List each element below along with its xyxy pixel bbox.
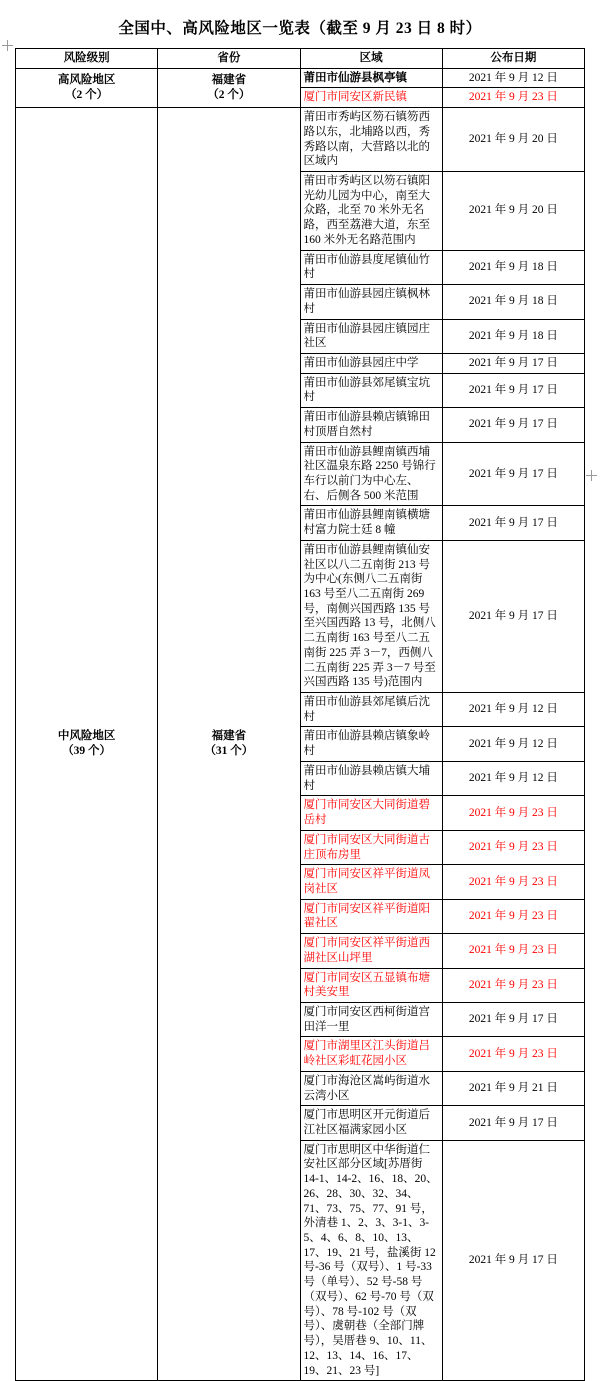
province-count: （2 个） — [207, 88, 251, 101]
page-title: 全国中、高风险地区一览表（截至 9 月 23 日 8 时） — [118, 20, 482, 37]
area-cell: 厦门市同安区祥平街道西湖社区山坪里 — [300, 934, 442, 968]
area-cell: 莆田市仙游县园庄镇园庄社区 — [300, 319, 442, 353]
date-cell: 2021 年 9 月 17 日 — [442, 1140, 584, 1381]
area-cell: 莆田市仙游县赖店镇象岭村 — [300, 727, 442, 761]
column-header-date: 公布日期 — [442, 49, 584, 69]
risk-area-table — [15, 48, 585, 1381]
table-row — [16, 68, 585, 88]
risk-level-cell-medium — [16, 108, 158, 1381]
table-row — [16, 108, 585, 172]
column-header-area: 区域 — [300, 49, 442, 69]
date-cell: 2021 年 9 月 17 日 — [442, 442, 584, 506]
area-cell: 莆田市仙游县郊尾镇后沈村 — [300, 693, 442, 727]
crosshair-icon — [2, 40, 13, 51]
date-cell: 2021 年 9 月 17 日 — [442, 353, 584, 373]
area-cell: 厦门市同安区祥平街道凤岗社区 — [300, 865, 442, 899]
date-cell: 2021 年 9 月 23 日 — [442, 1037, 584, 1071]
risk-level-count: （39 个） — [62, 745, 112, 758]
area-cell: 厦门市同安区五显镇布塘村美安里 — [300, 968, 442, 1002]
area-cell: 莆田市仙游县郊尾镇宝坑村 — [300, 373, 442, 407]
date-cell: 2021 年 9 月 18 日 — [442, 285, 584, 319]
area-cell: 厦门市思明区开元街道后江社区福满家园小区 — [300, 1106, 442, 1140]
date-cell: 2021 年 9 月 12 日 — [442, 693, 584, 727]
area-cell: 莆田市仙游县鲤南镇横塘村富力院士廷 8 幢 — [300, 506, 442, 540]
area-cell: 莆田市秀屿区以笏石镇阳光幼儿园为中心，南至大众路，北至 70 米外无名路，西至荔港大道，东至 160 米外无名路范围内 — [300, 172, 442, 251]
province-label: 福建省 — [211, 730, 247, 743]
date-cell: 2021 年 9 月 17 日 — [442, 540, 584, 692]
area-cell: 莆田市仙游县枫亭镇 — [300, 68, 442, 88]
province-cell-high — [158, 68, 300, 107]
area-cell: 莆田市仙游县赖店镇大埔村 — [300, 761, 442, 795]
date-cell: 2021 年 9 月 12 日 — [442, 68, 584, 88]
risk-level-cell-high — [16, 68, 158, 107]
table-header-row — [16, 49, 585, 69]
area-cell: 厦门市同安区大同街道碧岳村 — [300, 796, 442, 830]
column-header-level: 风险级别 — [16, 49, 158, 69]
area-cell: 莆田市仙游县园庄镇枫林村 — [300, 285, 442, 319]
crop-marker-left — [2, 40, 14, 52]
risk-level-count: （2 个） — [65, 88, 109, 101]
area-cell: 厦门市思明区中华街道仁安社区部分区域[苏厝街 14-1、14-2、16、18、20、26、28、30、32、34、71、73、75、77、91 号，外清巷 1、2、3、3-1、3-5、4、6、8、10、13、17、19、21 号，盐溪街 12 号-36 号（双号）、1 号-33 号（单号）、52 号-58 号（双号）、62 号-70 号（双号）、78 号-102 号（双号）、虞朝巷（全部门牌号），吴厝巷 9、10、11、12、13、14、16、17、19、21、23 号] — [300, 1140, 442, 1381]
date-cell: 2021 年 9 月 23 日 — [442, 796, 584, 830]
date-cell: 2021 年 9 月 17 日 — [442, 1106, 584, 1140]
date-cell: 2021 年 9 月 18 日 — [442, 319, 584, 353]
area-cell: 厦门市同安区祥平街道阳翟社区 — [300, 899, 442, 933]
area-cell: 莆田市仙游县赖店镇锦田村顶厝自然村 — [300, 408, 442, 442]
date-cell: 2021 年 9 月 17 日 — [442, 373, 584, 407]
area-cell: 莆田市仙游县园庄中学 — [300, 353, 442, 373]
area-cell: 莆田市秀屿区笏石镇笏西路以东，北埔路以西，秀秀路以南，大营路以北的区域内 — [300, 108, 442, 172]
province-count: （31 个） — [204, 745, 254, 758]
area-cell: 厦门市海沧区嵩屿街道水云湾小区 — [300, 1071, 442, 1105]
area-cell: 莆田市仙游县度尾镇仙竹村 — [300, 250, 442, 284]
area-cell: 莆田市仙游县鲤南镇仙安社区以八二五南街 213 号为中心(东侧八二五南街 163 号至八二五南街 269 号，南侧兴国西路 135 号至兴国西路 13 号，北侧八二五南街 163 号至八二五南街 225 弄 3－7，西侧八二五南街 225 弄 3－7 号至兴国西路 135 号)范围内 — [300, 540, 442, 692]
date-cell: 2021 年 9 月 12 日 — [442, 727, 584, 761]
date-cell: 2021 年 9 月 17 日 — [442, 506, 584, 540]
date-cell: 2021 年 9 月 23 日 — [442, 865, 584, 899]
date-cell: 2021 年 9 月 23 日 — [442, 88, 584, 108]
province-label: 福建省 — [211, 74, 247, 87]
area-cell: 厦门市同安区新民镇 — [300, 88, 442, 108]
date-cell: 2021 年 9 月 12 日 — [442, 761, 584, 795]
date-cell: 2021 年 9 月 17 日 — [442, 408, 584, 442]
date-cell: 2021 年 9 月 17 日 — [442, 1002, 584, 1036]
date-cell: 2021 年 9 月 23 日 — [442, 934, 584, 968]
area-cell: 厦门市湖里区江头街道吕岭社区彩虹花园小区 — [300, 1037, 442, 1071]
date-cell: 2021 年 9 月 23 日 — [442, 830, 584, 864]
area-cell: 莆田市仙游县鲤南镇西埔社区温泉东路 2250 号锦行车行以前门为中心左、右、后侧各 500 米范围 — [300, 442, 442, 506]
date-cell: 2021 年 9 月 20 日 — [442, 108, 584, 172]
risk-level-label: 中风险地区 — [57, 730, 116, 743]
crosshair-icon — [586, 470, 597, 481]
crop-marker-right — [586, 470, 598, 482]
date-cell: 2021 年 9 月 21 日 — [442, 1071, 584, 1105]
date-cell: 2021 年 9 月 23 日 — [442, 899, 584, 933]
risk-level-label: 高风险地区 — [57, 74, 116, 87]
province-cell-medium — [158, 108, 300, 1381]
area-cell: 厦门市同安区西柯街道宫田洋一里 — [300, 1002, 442, 1036]
column-header-province: 省份 — [158, 49, 300, 69]
date-cell: 2021 年 9 月 18 日 — [442, 250, 584, 284]
area-cell: 厦门市同安区大同街道古庄顶布房里 — [300, 830, 442, 864]
date-cell: 2021 年 9 月 23 日 — [442, 968, 584, 1002]
date-cell: 2021 年 9 月 20 日 — [442, 172, 584, 251]
